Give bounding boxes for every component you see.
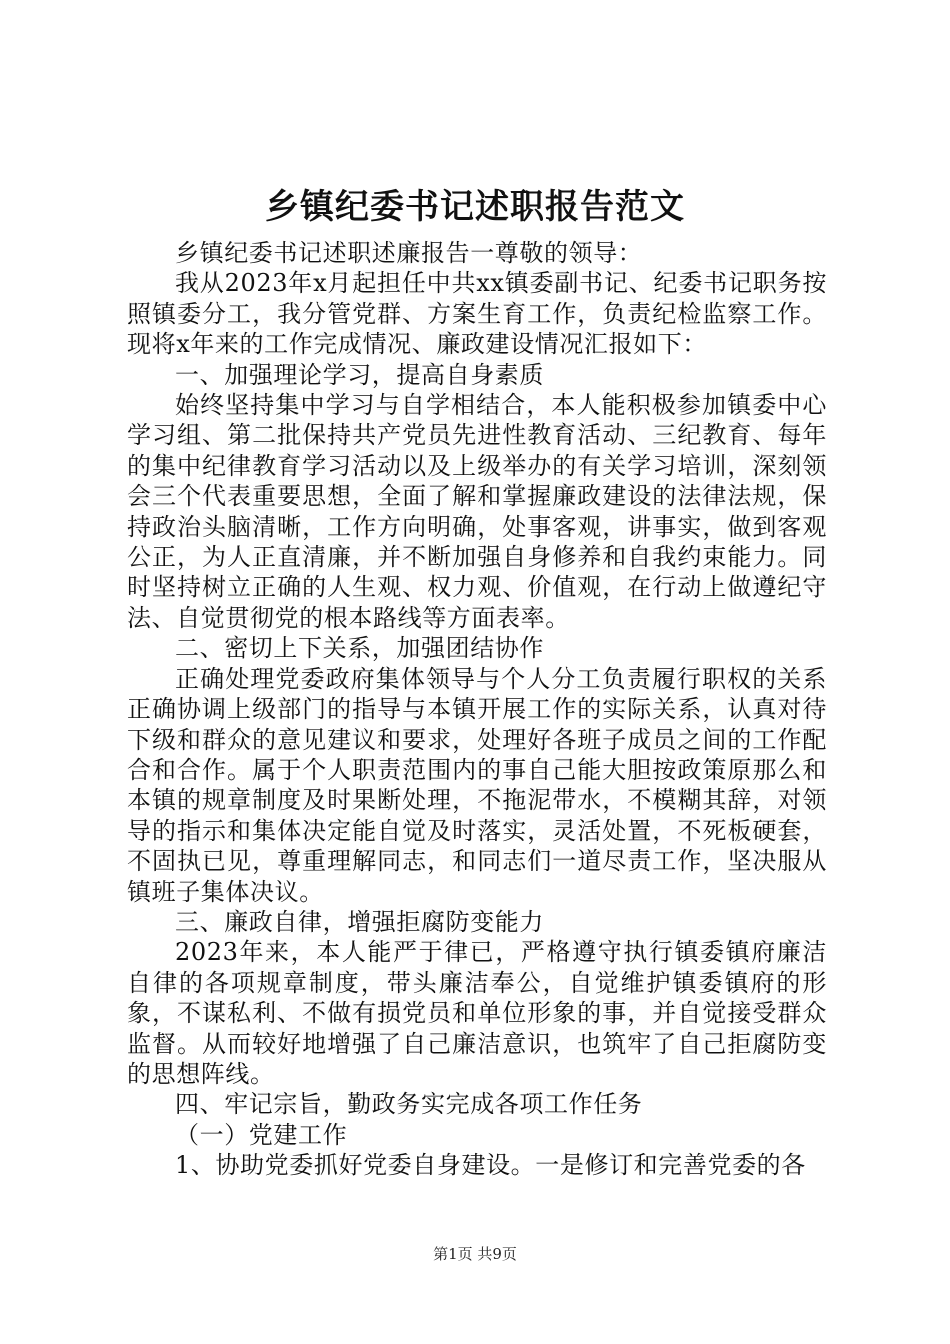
section-heading-3: 三、廉政自律，增强拒腐防变能力	[175, 907, 544, 936]
paragraph-item-1: 1、协助党委抓好党委自身建设。一是修订和完善党委的各	[175, 1151, 806, 1180]
section-heading-4: 四、牢记宗旨，勤政务实完成各项工作任务	[175, 1090, 643, 1119]
document-body	[127, 238, 827, 1181]
paragraph-salutation: 乡镇纪委书记述职述廉报告一尊敬的领导：	[175, 239, 643, 267]
paragraph-section-3: 2023年来，本人能严于律已，严格遵守执行镇委镇府廉洁自律的各项规章制度，带头廉洁奉公，自觉维护镇委镇府的形象，不谋私利、不做有损党员和单位形象的事，并自觉接受群众监督。从而较好地增强了自己廉洁意识，也筑牢了自己拒腐防变的思想阵线。	[127, 938, 827, 1088]
section-heading-2: 二、密切上下关系，加强团结协作	[175, 634, 544, 663]
document-title: 乡镇纪委书记述职报告范文	[265, 187, 685, 227]
subsection-heading: （一）党建工作	[175, 1120, 348, 1149]
paragraph-section-2: 正确处理党委政府集体领导与个人分工负责履行职权的关系正确协调上级部门的指导与本镇开展工作的实际关系，认真对待下级和群众的意见建议和要求，处理好各班子成员之间的工作配合和合作。属于个人职责范围内的事自己能大胆按政策原那么和本镇的规章制度及时果断处理，不拖泥带水，不模糊其辞，对领导的指示和集体决定能自觉及时落实，灵活处置，不死板硬套，不固执已见，尊重理解同志，和同志们一道尽责工作，坚决服从镇班子集体决议。	[127, 664, 827, 906]
paragraph-section-1: 始终坚持集中学习与自学相结合，本人能积极参加镇委中心学习组、第二批保持共产党员先进性教育活动、三纪教育、每年的集中纪律教育学习活动以及上级举办的有关学习培训，深刻领会三个代表重要思想，全面了解和掌握廉政建设的法律法规，保持政治头脑清晰，工作方向明确，处事客观，讲事实，做到客观公正，为人正直清廉，并不断加强自身修养和自我约束能力。同时坚持树立正确的人生观、权力观、价值观，在行动上做遵纪守法、自觉贯彻党的根本路线等方面表率。	[127, 391, 827, 632]
page-number-footer: 第1页 共9页	[433, 1245, 517, 1263]
section-heading-1: 一、加强理论学习，提高自身素质	[175, 360, 544, 389]
paragraph-intro: 我从2023年x月起担任中共xx镇委副书记、纪委书记职务按照镇委分工，我分管党群、方案生育工作，负责纪检监察工作。现将x年来的工作完成情况、廉政建设情况汇报如下：	[127, 269, 827, 359]
